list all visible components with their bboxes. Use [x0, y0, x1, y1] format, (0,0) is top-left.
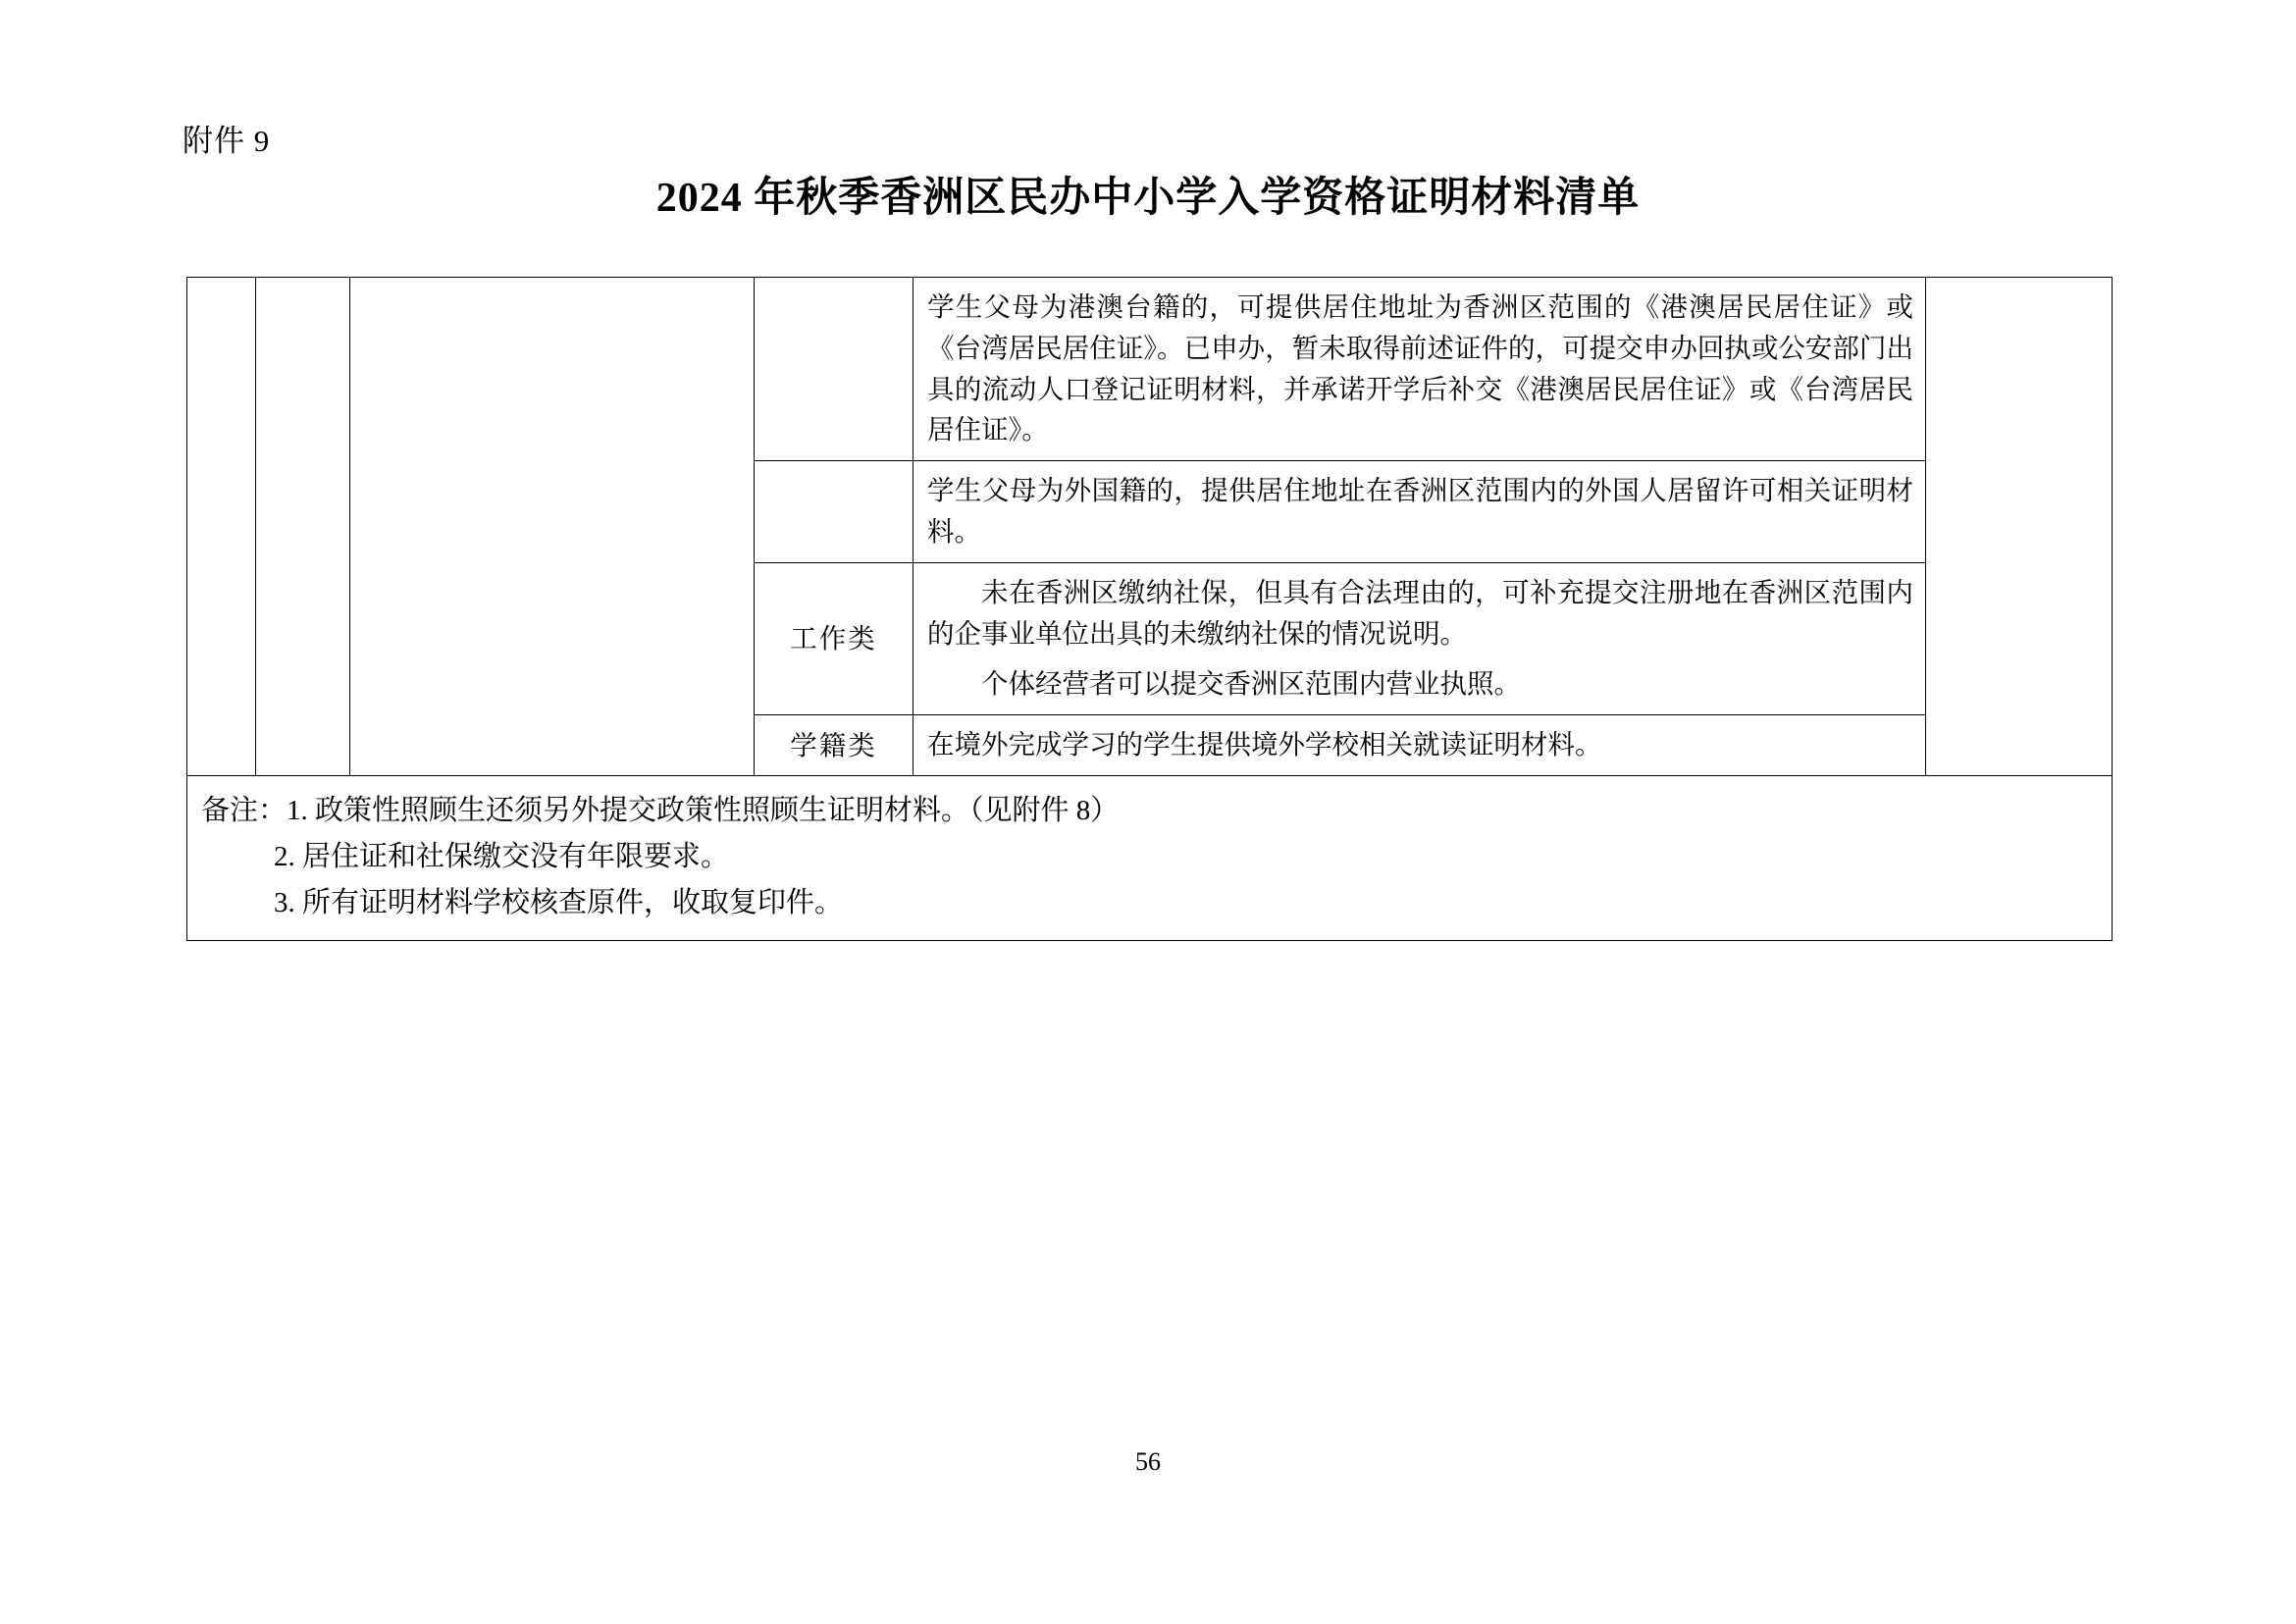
- notes-item-2: 2. 居住证和社保缴交没有年限要求。: [273, 840, 729, 872]
- page-title: 2024 年秋季香洲区民办中小学入学资格证明材料清单: [655, 176, 1641, 221]
- table-cell-content-work: [913, 562, 1926, 714]
- requirements-table: [186, 277, 2113, 941]
- notes-block: [187, 776, 2112, 940]
- table-cell-category-work: [755, 562, 913, 714]
- table-cell-category-blank-1: [755, 278, 913, 461]
- attachment-label: 附件 9: [183, 124, 271, 158]
- category-label: 工作类: [790, 623, 877, 655]
- requirements-table-container: [186, 277, 2112, 941]
- table-row-notes: [187, 775, 2113, 940]
- content-text: 学生父母为港澳台籍的，可提供居住地址为香洲区范围的《港澳居民居住证》或《台湾居民居住证》。已申办，暂未取得前述证件的，可提交申办回执或公安部门出具的流动人口登记证明材料，并承诺开学后补交《港澳居民居住证》或《台湾居民居住证》。: [927, 291, 1913, 445]
- category-label: 学籍类: [790, 729, 877, 760]
- notes-item-3: 3. 所有证明材料学校核查原件，收取复印件。: [273, 886, 843, 918]
- content-text: 学生父母为外国籍的，提供居住地址在香洲区范围内的外国人居留许可相关证明材料。: [927, 475, 1913, 547]
- table-cell-content-hk-mo-tw: [913, 278, 1926, 461]
- notes-item-1: 1. 政策性照顾生还须另外提交政策性照顾生证明材料。（见附件 8）: [287, 794, 1120, 826]
- table-cell-content-foreign: [913, 461, 1926, 563]
- table-cell-category-student-status: [755, 715, 913, 776]
- table-row: [187, 278, 2113, 461]
- table-cell-col3-spacer: [350, 278, 755, 776]
- table-cell-notes: [187, 775, 2113, 940]
- content-text-1: 未在香洲区缴纳社保，但具有合法理由的，可补充提交注册地在香洲区范围内的企事业单位出具的未缴纳社保的情况说明。: [927, 576, 1913, 649]
- table-cell-col6-spacer: [1926, 278, 2113, 776]
- page-number: 56: [1135, 1447, 1161, 1476]
- notes-line-1: [201, 788, 2098, 834]
- table-cell-col1-spacer: [187, 278, 256, 776]
- content-text: 在境外完成学习的学生提供境外学校相关就读证明材料。: [927, 729, 1602, 760]
- content-text-2: 个体经营者可以提交香洲区范围内营业执照。: [981, 668, 1521, 700]
- table-cell-category-blank-2: [755, 461, 913, 563]
- notes-label: 备注：: [201, 794, 287, 826]
- table-cell-col2-spacer: [256, 278, 350, 776]
- table-cell-content-student-status: [913, 715, 1926, 776]
